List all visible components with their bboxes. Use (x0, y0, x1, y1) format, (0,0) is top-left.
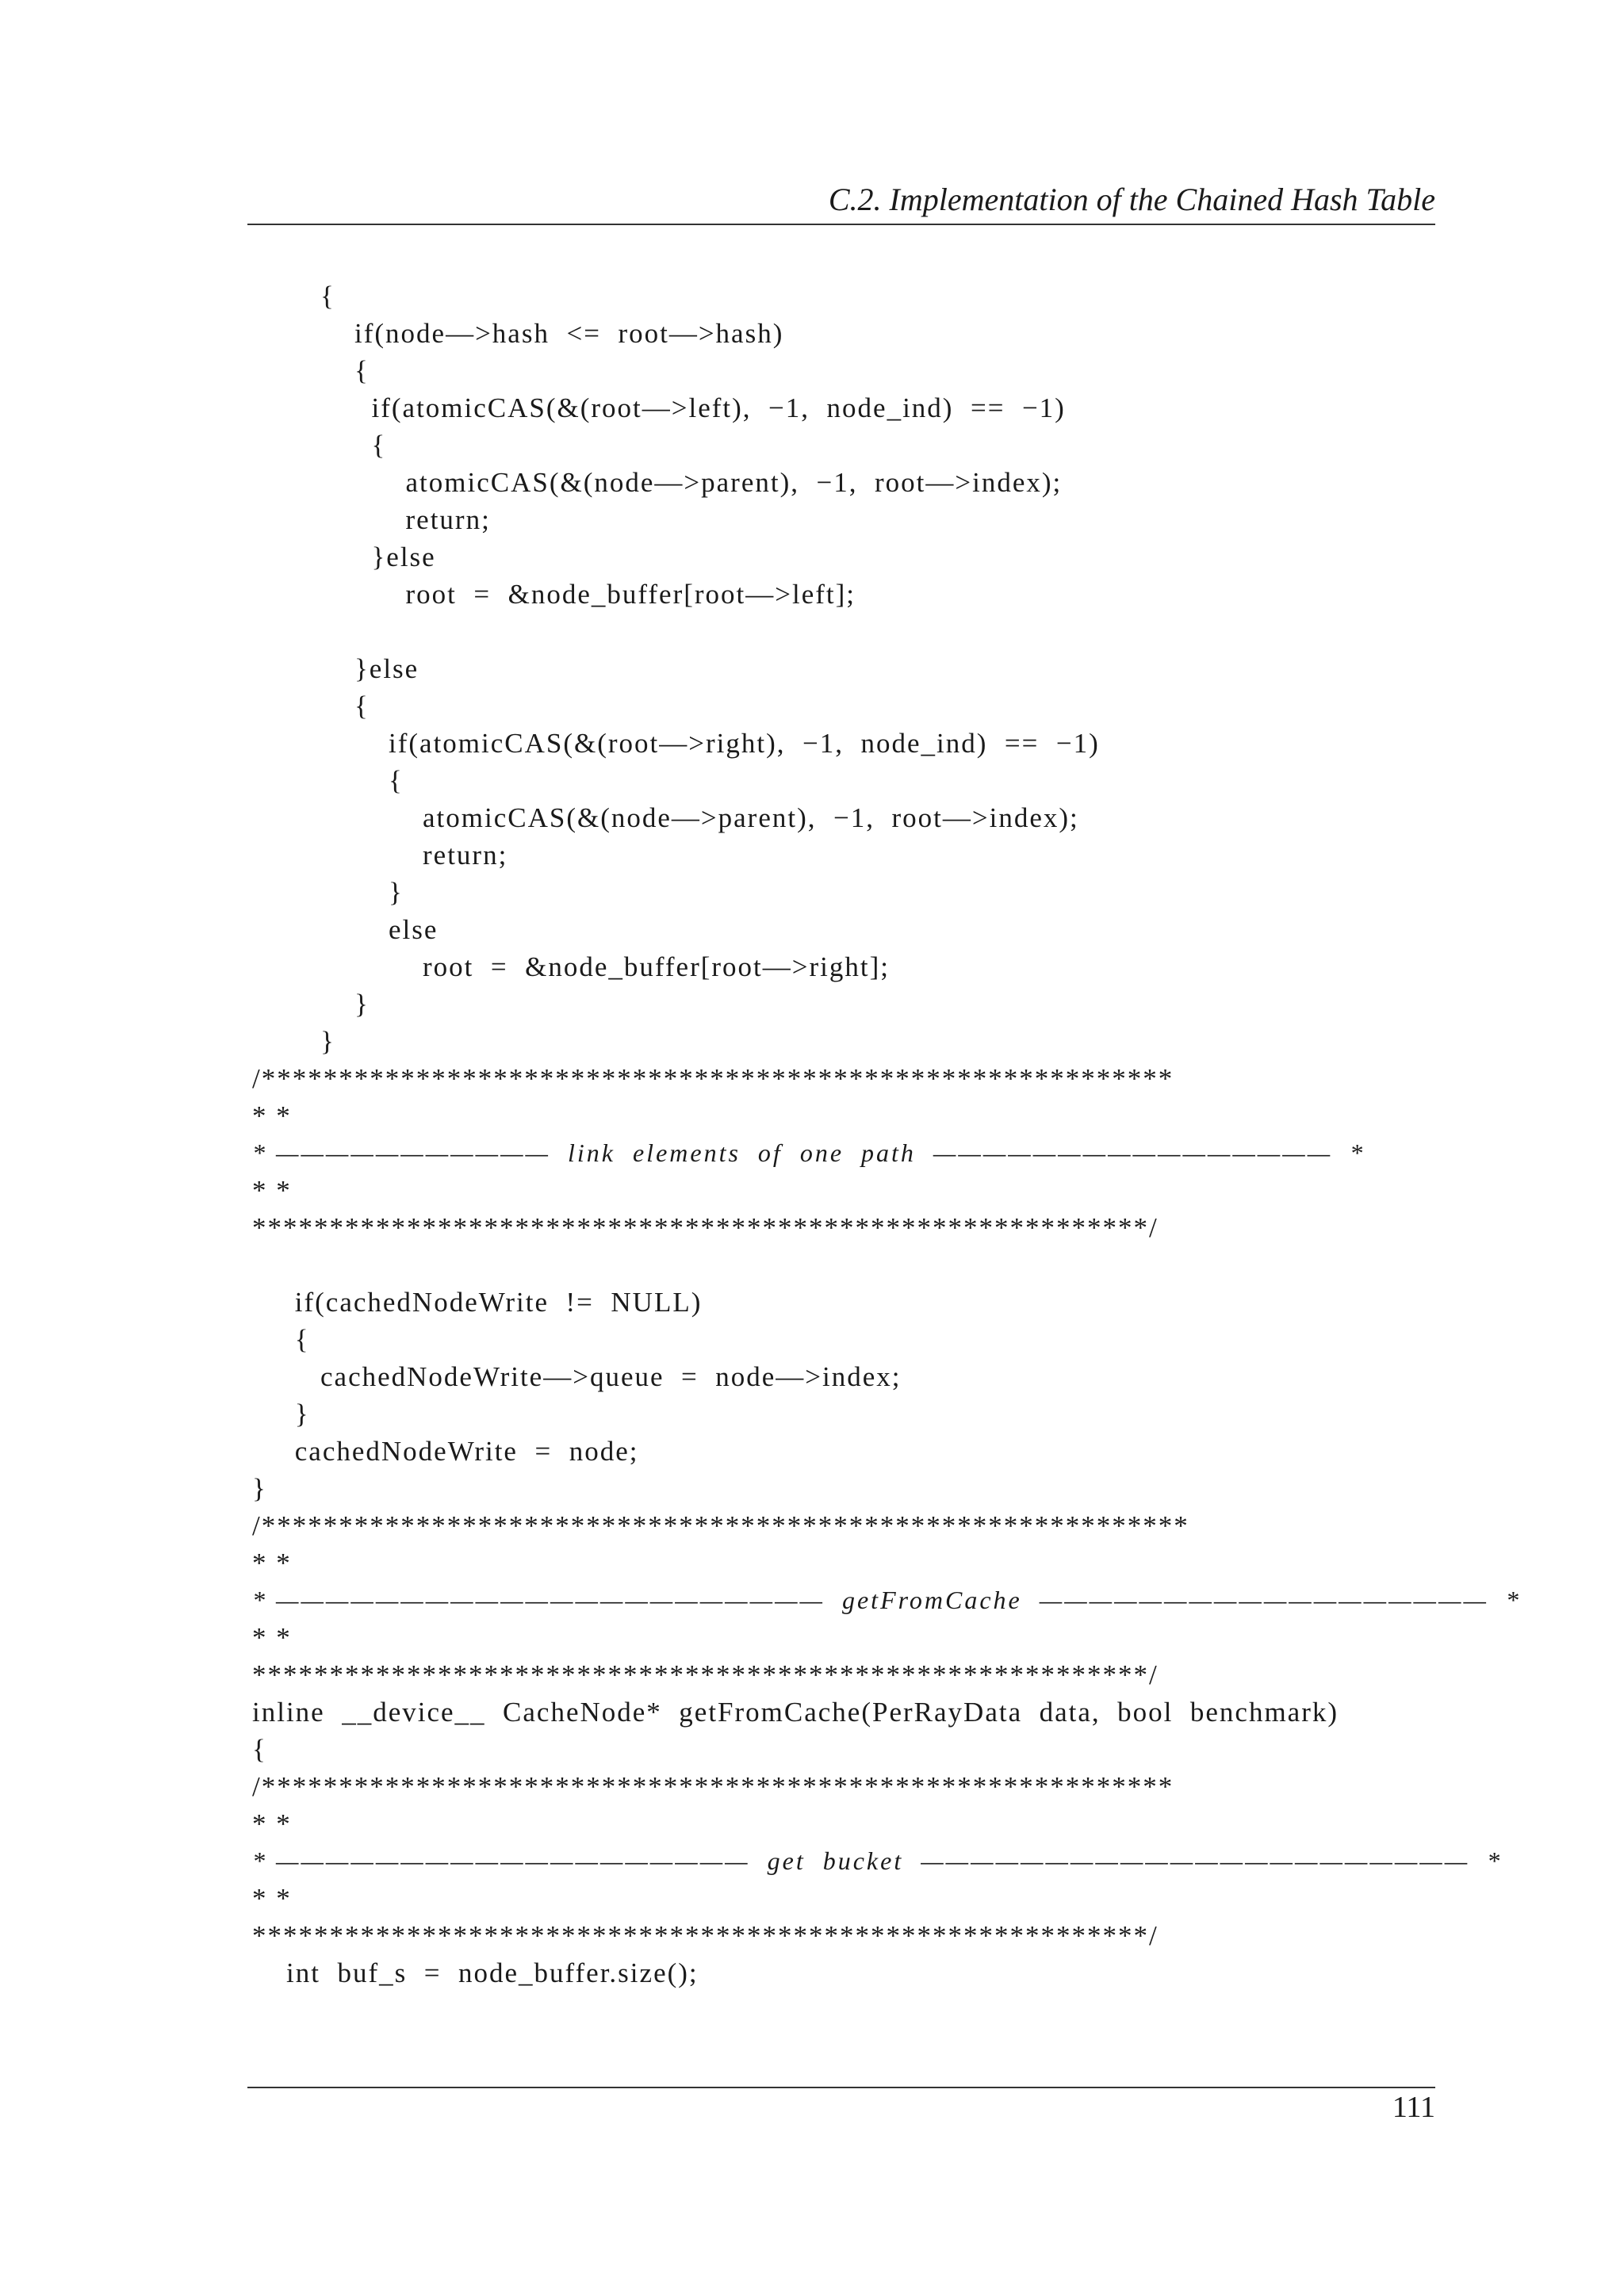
code-line: } (252, 989, 370, 1020)
code-line: /*********************************************************** (252, 1063, 1174, 1094)
code-line (252, 613, 1521, 650)
code-line: { (252, 355, 370, 386)
code-line: { (252, 1324, 310, 1355)
code-line: { (252, 281, 335, 312)
code-line: { (252, 430, 387, 461)
code-line: * * (252, 1175, 292, 1206)
code-line: } (252, 1026, 335, 1057)
code-line: inline __device__ CacheNode* getFromCache(PerRayData data, bool benchmark) (252, 1697, 1339, 1728)
code-line: * * (252, 1100, 292, 1131)
code-line: return; (252, 504, 491, 535)
code-line: root = &node_buffer[root—>left]; (252, 579, 856, 610)
code-line: cachedNodeWrite—>queue = node—>index; (252, 1361, 902, 1392)
code-line: { (252, 1734, 267, 1765)
code-line: if(cachedNodeWrite != NULL) (252, 1287, 703, 1318)
code-line: /*********************************************************** (252, 1771, 1174, 1802)
code-line: **********************************************************/ (252, 1212, 1159, 1243)
code-line: int buf_s = node_buffer.size(); (252, 1957, 699, 1988)
code-line: } (252, 1399, 310, 1429)
code-line: atomicCAS(&(node—>parent), −1, root—>index); (252, 467, 1063, 498)
code-line: * * (252, 1883, 292, 1914)
code-line: **********************************************************/ (252, 1659, 1159, 1690)
code-line: /************************************************************ (252, 1510, 1189, 1541)
code-line: * * (252, 1622, 292, 1653)
footer-rule (247, 2087, 1435, 2088)
code-line: cachedNodeWrite = node; (252, 1436, 639, 1467)
code-line: } (252, 1473, 267, 1504)
code-line: } (252, 877, 404, 908)
code-line: **********************************************************/ (252, 1920, 1159, 1951)
code-line: }else (252, 653, 419, 684)
code-line: * ——————————— link elements of one path ———————————————— * (252, 1138, 1365, 1167)
code-line: * ——————————————————— get bucket —————————————————————— * (252, 1846, 1503, 1875)
code-line: if(node—>hash <= root—>hash) (252, 318, 784, 349)
code-listing (252, 277, 1521, 1992)
code-line: if(atomicCAS(&(root—>left), −1, node_ind) == −1) (252, 392, 1066, 423)
code-line: }else (252, 541, 436, 572)
code-line: if(atomicCAS(&(root—>right), −1, node_ind) == −1) (252, 728, 1100, 759)
code-line: atomicCAS(&(node—>parent), −1, root—>index); (252, 802, 1079, 833)
running-header: C.2. Implementation of the Chained Hash Table (828, 182, 1435, 217)
header-rule (247, 224, 1435, 225)
code-line: { (252, 691, 370, 721)
code-line: root = &node_buffer[root—>right]; (252, 951, 891, 982)
code-line: { (252, 765, 404, 796)
code-line: return; (252, 840, 508, 871)
code-line: * —————————————————————— getFromCache —————————————————— * (252, 1586, 1521, 1614)
code-line: * * (252, 1808, 292, 1839)
page-number: 111 (1392, 2091, 1435, 2124)
code-line (252, 1246, 1521, 1284)
code-line: else (252, 914, 439, 945)
code-line: * * (252, 1548, 292, 1578)
